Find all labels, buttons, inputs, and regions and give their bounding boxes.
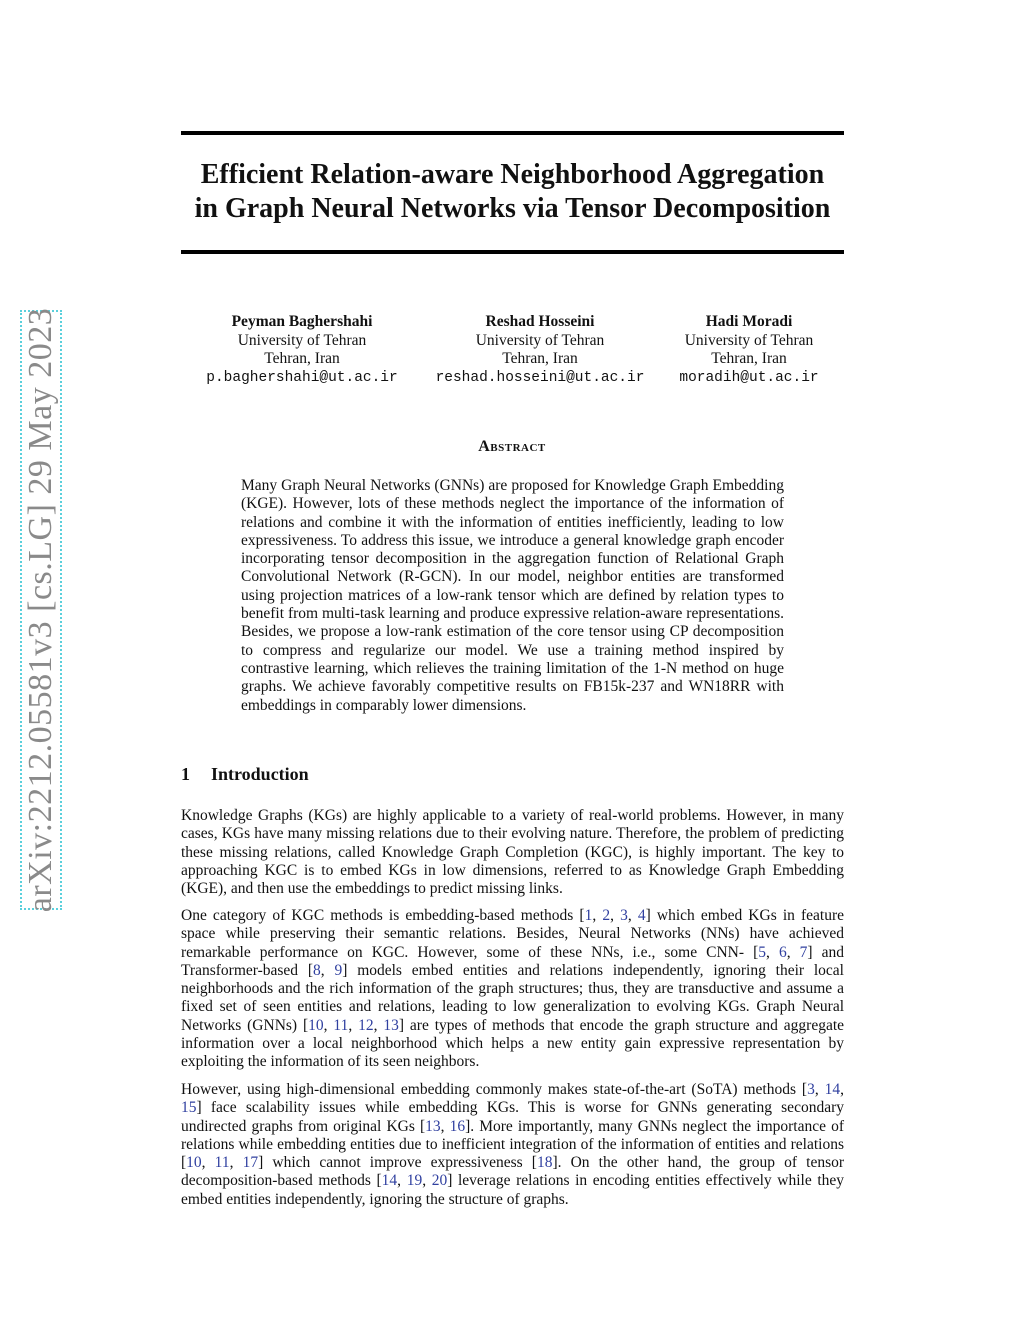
citation-link[interactable]: 20 xyxy=(431,1172,448,1190)
citation-link[interactable]: 2 xyxy=(602,907,611,924)
author-block-1 xyxy=(182,313,422,387)
title-bottom-rule xyxy=(181,250,844,254)
citation-link[interactable]: 14 xyxy=(381,1172,398,1190)
citation-link[interactable]: 1 xyxy=(584,907,593,924)
title-line-2: in Graph Neural Networks via Tensor Decomposition xyxy=(194,193,831,224)
citation-link[interactable]: 16 xyxy=(449,1117,466,1135)
author-affiliation: University of Tehran xyxy=(475,331,605,349)
abstract-text: Many Graph Neural Networks (GNNs) are proposed for Knowledge Graph Embedding (KGE). However, lots of these methods neglect the importance of the information of relations and combine it with the information of entities inefficiently, leading to low expressiveness. To address this issue, we introduce a general knowledge graph encoder incorporating tensor decomposition in the aggregation function of Relational Graph Convolutional Network (R-GCN). In our model, neighbor entities are transformed using projection matrices of a low-rank tensor which are defined by relation types to benefit from multi-task learning and produce expressive relation-aware representations. Besides, we propose a low-rank estimation of the core tensor using CP decomposition to compress and regularize our model. We use a training method inspired by contrastive learning, which relieves the training limitation of the 1-N method on huge graphs. We achieve favorably competitive results on FB15k-237 and WN18RR with embeddings in comparably lower dimensions. xyxy=(241,477,784,714)
citation-link[interactable]: 11 xyxy=(214,1154,230,1172)
section-heading xyxy=(181,764,309,785)
text-span: ] models embed entities and relations independently, ignoring their local neighborhoods and the rich information of the graph structures; thus, they are transductive and assume a fixed set of seen entities and relations, leading to low generalization to evolving KGs. Graph Neural Networks (GNNs) [ xyxy=(181,961,844,1034)
text-span: However, using high-dimensional embedding commonly makes state-of-the-art (SoTA) methods [ xyxy=(181,1081,808,1098)
arxiv-identifier: arXiv:2212.05581v3 [cs.LG] 29 May 2023 xyxy=(22,307,59,913)
citation-link[interactable]: 17 xyxy=(242,1154,259,1172)
author-location: Tehran, Iran xyxy=(264,350,340,367)
author-name: Peyman Baghershahi xyxy=(231,313,373,330)
author-location: Tehran, Iran xyxy=(711,350,787,367)
citation-link[interactable]: 5 xyxy=(758,943,767,961)
author-email[interactable]: reshad.hosseini@ut.ac.ir xyxy=(435,369,645,386)
author-block-3 xyxy=(664,313,834,387)
author-affiliation: University of Tehran xyxy=(684,331,814,349)
title-top-rule xyxy=(181,131,844,135)
citation-link[interactable]: 4 xyxy=(637,907,646,924)
title-line-1: Efficient Relation-aware Neighborhood Aggregation xyxy=(200,159,825,190)
citation-link[interactable]: 6 xyxy=(778,943,787,961)
citation-link[interactable]: 12 xyxy=(358,1016,374,1034)
text-span: ] which embed KGs in feature space while preserving their semantic relations. Besides, Neural Networks (NNs) have achieved remarkable performance on KGC. However, some of these NNs, i.e., some CNN- [ xyxy=(181,907,845,961)
text-span: ]. More importantly, many GNNs neglect the importance of relations while embedding entities due to inefficient integration of the information of entities and relations [ xyxy=(181,1117,844,1172)
citation-link[interactable]: 11 xyxy=(333,1016,349,1034)
citation-link[interactable]: 8 xyxy=(313,961,321,979)
citation-link[interactable]: 18 xyxy=(536,1154,553,1172)
citation-link[interactable]: 3 xyxy=(620,907,628,924)
author-name: Reshad Hosseini xyxy=(485,313,595,330)
paper-title xyxy=(150,158,875,226)
author-location: Tehran, Iran xyxy=(502,350,578,367)
author-affiliation: University of Tehran xyxy=(237,331,367,349)
text-span: ]. On the other hand, the group of tensor decomposition-based methods [ xyxy=(181,1154,845,1190)
author-email[interactable]: p.baghershahi@ut.ac.ir xyxy=(206,369,398,386)
text-span: ] leverage relations in encoding entities effectively while they embed entities independently, ignoring the structure of graphs. xyxy=(181,1172,845,1208)
section-number: 1 xyxy=(181,764,190,784)
citation-link[interactable]: 9 xyxy=(334,961,343,979)
author-email[interactable]: moradih@ut.ac.ir xyxy=(679,369,819,386)
author-name: Hadi Moradi xyxy=(705,313,793,330)
citation-link[interactable]: 10 xyxy=(186,1154,202,1172)
text-span: ] and Transformer-based [ xyxy=(181,943,844,979)
paragraph-1: Knowledge Graphs (KGs) are highly applicable to a variety of real-world problems. However, in many cases, KGs have many missing relations due to their evolving nature. Therefore, the problem of predicting these missing relations, called Knowledge Graph Completion (KGC), is highly important. The key to approaching KGC is to embed KGs in low dimensions, referred to as Knowledge Graph Embedding (KGE), and then use the embeddings to predict missing links. xyxy=(181,807,844,898)
citation-link[interactable]: 7 xyxy=(799,943,808,961)
author-block-2 xyxy=(420,313,660,387)
text-span: One category of KGC methods is embedding-based methods [ xyxy=(181,907,585,924)
section-title: Introduction xyxy=(211,764,309,784)
citation-link[interactable]: 13 xyxy=(425,1117,441,1135)
citation-link[interactable]: 3 xyxy=(807,1081,815,1098)
text-span: ] face scalability issues while embedding KGs. This is worse for GNNs generating secondary undirected graphs from original KGs [ xyxy=(181,1099,844,1135)
paragraph-2: One category of KGC methods is embedding-based methods [1, 2, 3, 4] which embed KGs in feature space while preserving their semantic relations. Besides, Neural Networks (NNs) have achieved remarkable performance on KGC. However, some of these NNs, i.e., some CNN- [5, 6, 7] and Transformer-based [8, 9] models embed entities and relations independently, ignoring their local neighborhoods and the rich information of the graph structures; thus, they are transductive and assume a fixed set of seen entities and relations, leading to low generalization to evolving KGs. Graph Neural Networks (GNNs) [10, 11, 12, 13] are types of methods that encode the graph structure and aggregate information over a local neighborhood which helps a new entity gain expressive representation by exploiting the information of its seen neighbors. xyxy=(181,907,845,1071)
abstract-heading: Abstract xyxy=(478,438,546,455)
citation-link[interactable]: 13 xyxy=(383,1016,399,1034)
citation-link[interactable]: 15 xyxy=(181,1099,197,1117)
paragraph-3: However, using high-dimensional embedding commonly makes state-of-the-art (SoTA) methods [3, 14, 15] face scalability issues while embedding KGs. This is worse for GNNs generating secondary undirected graphs from original KGs [13, 16]. More importantly, many GNNs neglect the importance of relations while embedding entities due to inefficient integration of the information of entities and relations [10, 11, 17] which cannot improve expressiveness [18]. On the other hand, the group of tensor decomposition-based methods [14, 19, 20] leverage relations in encoding entities effectively while they embed entities independently, ignoring the structure of graphs. xyxy=(181,1081,845,1208)
citation-link[interactable]: 14 xyxy=(824,1081,841,1098)
text-span: ] which cannot improve expressiveness [ xyxy=(258,1154,537,1172)
text-span: ] are types of methods that encode the graph structure and aggregate information over a local neighborhood which helps a new entity gain expressive representation by exploiting the information of its seen neighbors. xyxy=(181,1016,845,1071)
citation-link[interactable]: 10 xyxy=(308,1016,324,1034)
citation-link[interactable]: 19 xyxy=(406,1172,423,1190)
